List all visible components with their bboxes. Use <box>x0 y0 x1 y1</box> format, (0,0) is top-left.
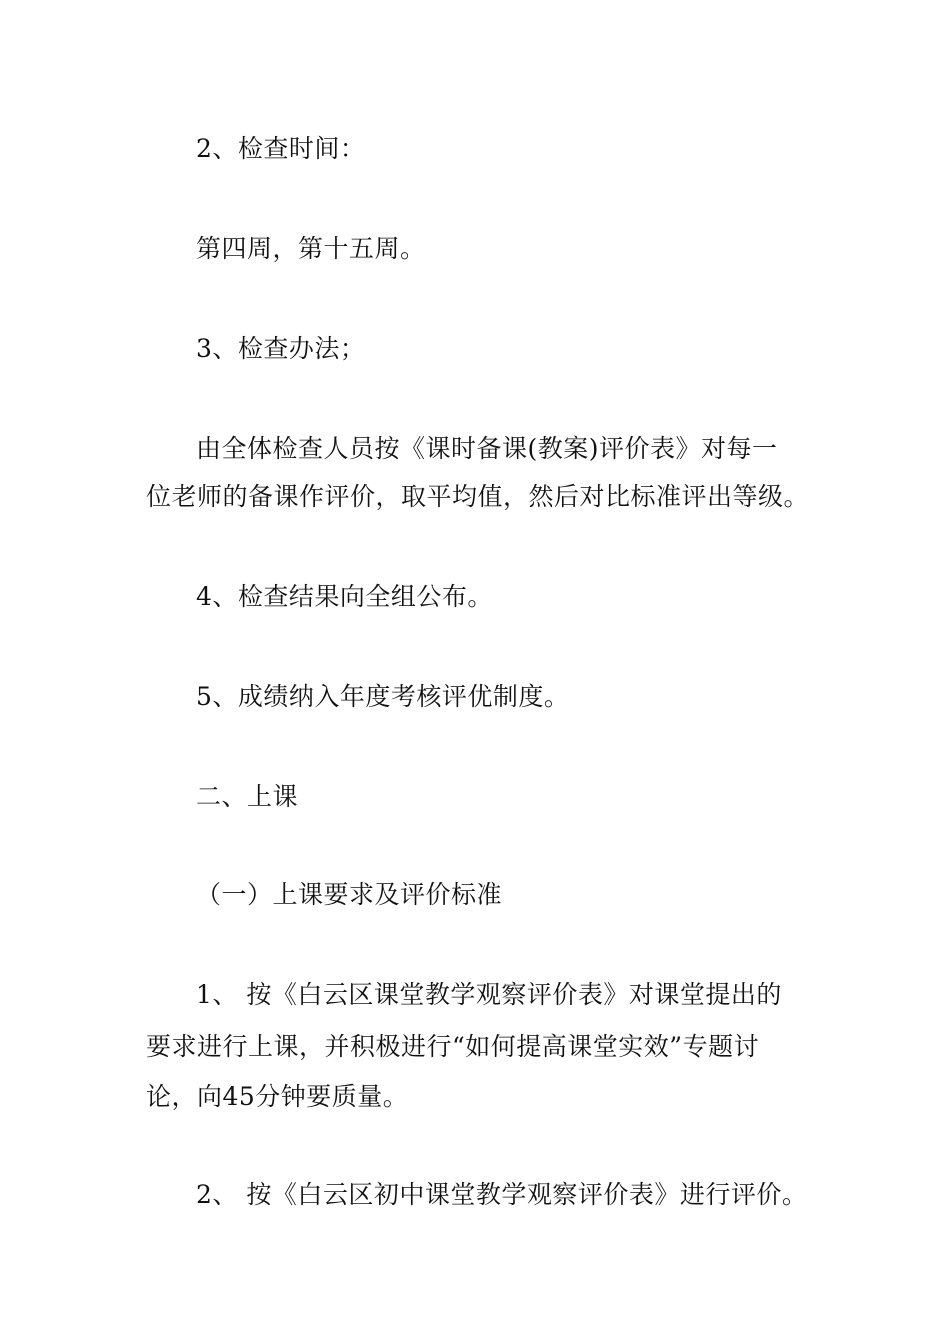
check-time-text: 第四周，第十五周。 <box>196 234 426 263</box>
evaluation-item: 2、 按《白云区初中课堂教学观察评价表》进行评价。 <box>196 1180 808 1209</box>
section-heading-class: 二、上课 <box>196 782 299 811</box>
check-method-heading: 3、检查办法； <box>196 334 366 363</box>
subsection-heading: （一）上课要求及评价标准 <box>196 880 503 909</box>
check-time-heading: 2、检查时间： <box>196 134 366 163</box>
check-method-text-line-2: 位老师的备课作评价，取平均值，然后对比标准评出等级。 <box>146 482 810 511</box>
score-item: 5、成绩纳入年度考核评优制度。 <box>196 682 570 711</box>
check-method-text-line-1: 由全体检查人员按《课时备课(教案)评价表》对每一 <box>196 434 778 463</box>
class-requirement-line-2: 要求进行上课，并积极进行“如何提高课堂实效”专题讨 <box>146 1032 760 1061</box>
class-requirement-line-1: 1、 按《白云区课堂教学观察评价表》对课堂提出的 <box>196 980 782 1009</box>
check-result-item: 4、检查结果向全组公布。 <box>196 582 493 611</box>
class-requirement-line-3: 论，向45分钟要质量。 <box>146 1082 409 1111</box>
